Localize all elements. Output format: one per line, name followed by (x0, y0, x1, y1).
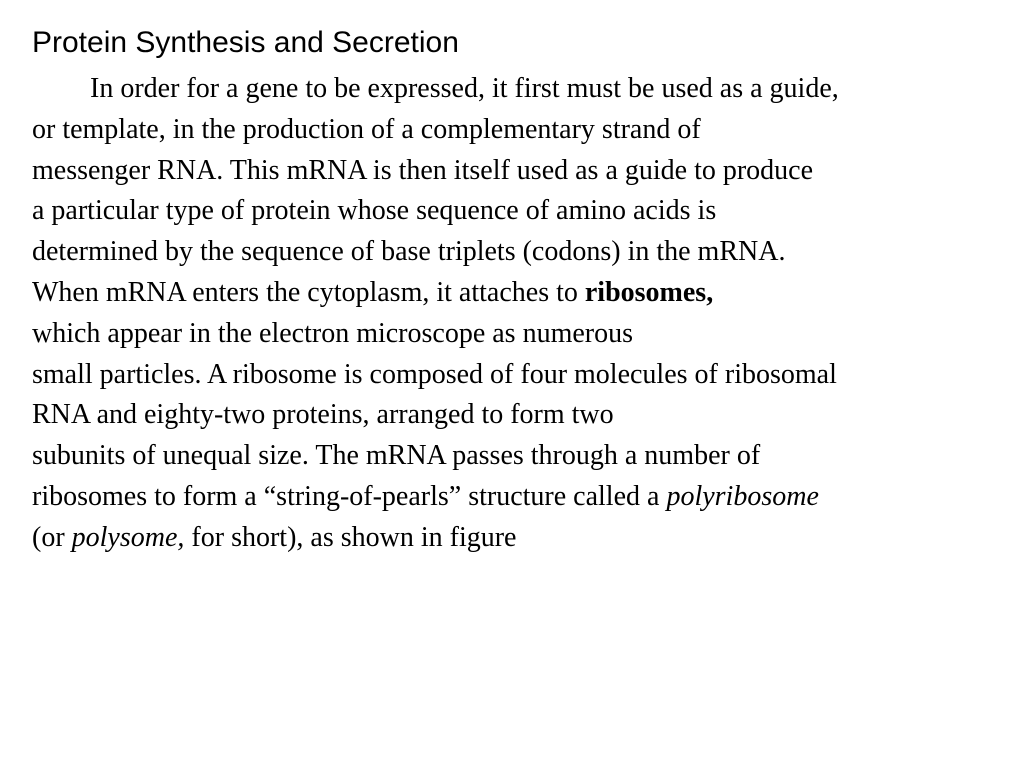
line-11-text: ribosomes to form a “string-of-pearls” structure called a (32, 480, 667, 512)
body-paragraph (32, 69, 1017, 559)
paragraph-line-5: determined by the sequence of base triplets (codons) in the mRNA. (32, 236, 786, 268)
paragraph-line-3: messenger RNA. This mRNA is then itself used as a guide to produce (32, 154, 814, 186)
paragraph-line-6 (32, 273, 1017, 314)
line-12-open: (or (32, 521, 72, 553)
slide-title: Protein Synthesis and Secretion (32, 26, 459, 59)
line-12-close: for short), as shown in figure (184, 521, 517, 553)
paragraph-line-1: In order for a gene to be expressed, it first must be used as a guide, (90, 73, 839, 104)
paragraph-line-2: or template, in the production of a complementary strand of (32, 113, 701, 145)
polysome-term: polysome, (71, 521, 185, 553)
polyribosome-term: polyribosome (666, 480, 819, 512)
line-6-text: When mRNA enters the cytoplasm, it attaches to (32, 276, 585, 308)
paragraph-line-11 (32, 477, 1017, 518)
paragraph-line-8: small particles. A ribosome is composed of four molecules of ribosomal (32, 358, 837, 390)
paragraph-line-9: RNA and eighty-two proteins, arranged to form two (32, 399, 614, 431)
paragraph-line-4: a particular type of protein whose sequence of amino acids is (32, 195, 717, 227)
paragraph-line-12 (32, 518, 1017, 559)
paragraph-line-10: subunits of unequal size. The mRNA passes through a number of (32, 440, 761, 472)
ribosomes-term: ribosomes, (584, 276, 714, 308)
paragraph-line-7: which appear in the electron microscope as numerous (32, 317, 634, 349)
